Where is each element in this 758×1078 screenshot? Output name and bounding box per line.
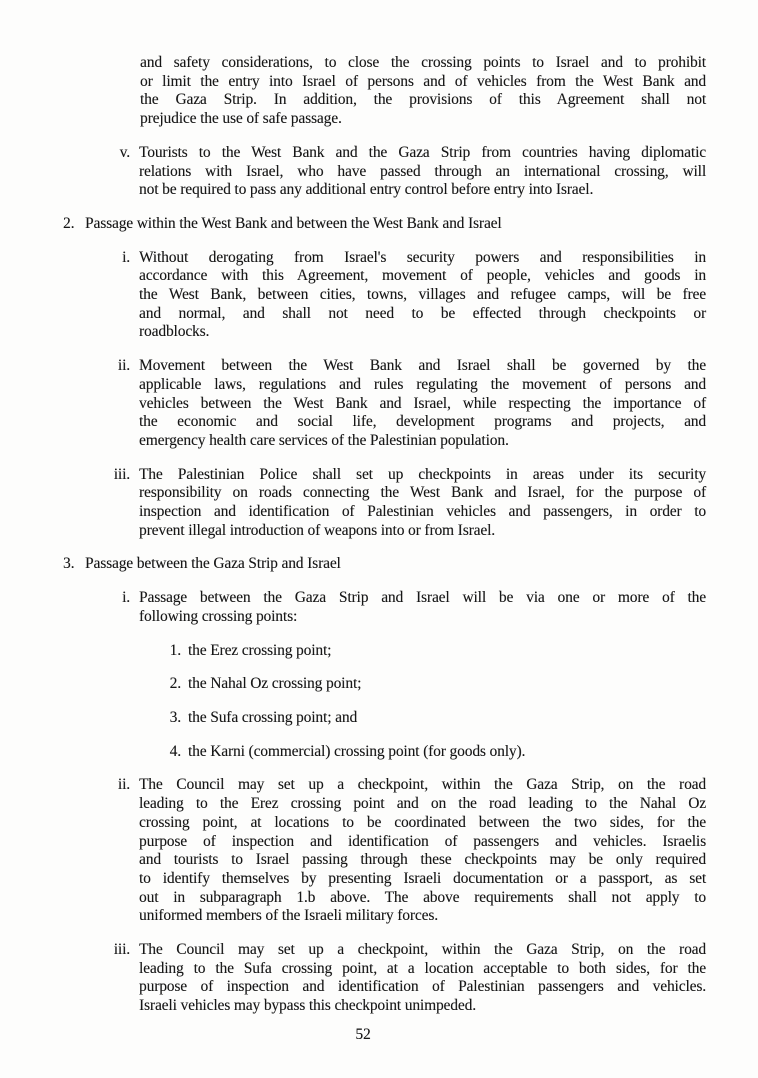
list-marker: 2. bbox=[169, 675, 181, 693]
list-marker: 4. bbox=[169, 742, 181, 760]
paragraph-line: Without derogating from Israel's security powers and responsibilities in bbox=[139, 248, 706, 266]
paragraph-line: the Erez crossing point; bbox=[188, 641, 332, 659]
heading-text: Passage between the Gaza Strip and Israel bbox=[85, 555, 341, 573]
section-heading bbox=[63, 215, 706, 234]
list-item bbox=[102, 357, 706, 451]
paragraph-line: prejudice the use of safe passage. bbox=[140, 110, 342, 128]
paragraph-line: purpose of inspection and identification of Palestinian passengers and vehicles. bbox=[139, 978, 706, 996]
paragraph-line: prevent illegal introduction of weapons into or from Israel. bbox=[139, 521, 496, 539]
sub-list-item bbox=[160, 642, 706, 661]
paragraph-text bbox=[188, 675, 706, 694]
list-marker: i. bbox=[122, 248, 130, 266]
paragraph-text bbox=[188, 642, 706, 661]
paragraph-line: responsibility on roads connecting the West Bank and Israel, for the purpose of bbox=[139, 484, 706, 502]
paragraph-line: and normal, and shall not need to be effected through checkpoints or bbox=[139, 304, 706, 322]
list-marker: 3. bbox=[63, 555, 75, 573]
paragraph-line: following crossing points: bbox=[139, 607, 298, 625]
paragraph-line: inspection and identification of Palestinian vehicles and passengers, in order to bbox=[139, 503, 706, 521]
paragraph-line: leading to the Sufa crossing point, at a location acceptable to both sides, for the bbox=[139, 959, 706, 977]
list-marker: ii. bbox=[117, 357, 130, 375]
paragraph-line: The Council may set up a checkpoint, within the Gaza Strip, on the road bbox=[139, 776, 706, 794]
list-item bbox=[102, 249, 706, 343]
paragraph-text bbox=[140, 54, 706, 129]
paragraph-text bbox=[139, 589, 706, 626]
continuation-paragraph bbox=[140, 54, 706, 129]
list-item bbox=[102, 776, 706, 926]
list-item bbox=[102, 941, 706, 1016]
list-marker: 3. bbox=[169, 708, 181, 726]
list-marker: iii. bbox=[113, 465, 130, 483]
paragraph-line: Movement between the West Bank and Israel shall be governed by the bbox=[139, 357, 706, 375]
paragraph-line: accordance with this Agreement, movement of people, vehicles and goods in bbox=[139, 267, 706, 285]
paragraph-line: crossing point, at locations to be coordinated between the two sides, for the bbox=[139, 813, 706, 831]
paragraph-text bbox=[139, 776, 706, 926]
sub-list-item bbox=[160, 743, 706, 762]
heading-text: Passage within the West Bank and between the West Bank and Israel bbox=[85, 214, 502, 232]
paragraph-text bbox=[139, 466, 706, 541]
paragraph-line: The Palestinian Police shall set up checkpoints in areas under its security bbox=[139, 465, 706, 483]
paragraph-text bbox=[139, 357, 706, 451]
paragraph-line: the Karni (commercial) crossing point (for goods only). bbox=[188, 742, 526, 760]
list-marker: 2. bbox=[63, 214, 75, 232]
paragraph-line: to identify themselves by presenting Israeli documentation or a passport, as set bbox=[139, 869, 706, 887]
list-marker: i. bbox=[122, 589, 130, 607]
paragraph-line: not be required to pass any additional entry control before entry into Israel. bbox=[139, 181, 594, 199]
paragraph-text bbox=[188, 743, 706, 762]
paragraph-line: out in subparagraph 1.b above. The above requirements shall not apply to bbox=[139, 888, 706, 906]
list-marker: 1. bbox=[169, 641, 181, 659]
paragraph-line: purpose of inspection and identification of passengers and vehicles. Israelis bbox=[139, 832, 706, 850]
paragraph-line: relations with Israel, who have passed through an international crossing, will bbox=[139, 162, 706, 180]
paragraph-text bbox=[139, 941, 706, 1016]
paragraph-line: uniformed members of the Israeli military forces. bbox=[139, 907, 438, 925]
paragraph-text bbox=[139, 144, 706, 200]
list-marker: ii. bbox=[117, 776, 130, 794]
paragraph-text bbox=[139, 249, 706, 343]
paragraph-line: the Sufa crossing point; and bbox=[188, 708, 358, 726]
paragraph-line: the West Bank, between cities, towns, villages and refugee camps, will be free bbox=[139, 286, 706, 304]
paragraph-line: leading to the Erez crossing point and on the road leading to the Nahal Oz bbox=[139, 795, 706, 813]
paragraph-text bbox=[85, 555, 706, 574]
paragraph-line: Israeli vehicles may bypass this checkpoint unimpeded. bbox=[139, 997, 476, 1015]
paragraph-line: applicable laws, regulations and rules regulating the movement of persons and bbox=[139, 375, 706, 393]
paragraph-line: emergency health care services of the Palestinian population. bbox=[139, 431, 509, 449]
paragraph-text bbox=[85, 215, 706, 234]
list-marker: v. bbox=[119, 143, 130, 161]
paragraph-line: the Gaza Strip. In addition, the provisions of this Agreement shall not bbox=[140, 91, 706, 109]
paragraph-line: and tourists to Israel passing through these checkpoints may be only required bbox=[139, 851, 706, 869]
paragraph-text bbox=[188, 709, 706, 728]
paragraph-line: The Council may set up a checkpoint, within the Gaza Strip, on the road bbox=[139, 941, 706, 959]
list-item bbox=[102, 589, 706, 626]
paragraph-line: roadblocks. bbox=[139, 323, 210, 341]
page-number: 52 bbox=[355, 1026, 371, 1043]
page-content bbox=[0, 54, 758, 1031]
paragraph-line: Tourists to the West Bank and the Gaza Strip from countries having diplomatic bbox=[139, 143, 706, 161]
list-marker: iii. bbox=[113, 941, 130, 959]
sub-list-item bbox=[160, 675, 706, 694]
paragraph-line: Passage between the Gaza Strip and Israel will be via one or more of the bbox=[139, 589, 706, 607]
paragraph-line: the economic and social life, development programs and projects, and bbox=[139, 413, 706, 431]
section-heading bbox=[63, 555, 706, 574]
sub-list-item bbox=[160, 709, 706, 728]
paragraph-line: the Nahal Oz crossing point; bbox=[188, 675, 362, 693]
list-item bbox=[102, 144, 706, 200]
paragraph-line: or limit the entry into Israel of persons and of vehicles from the West Bank and bbox=[140, 72, 706, 90]
list-item bbox=[102, 466, 706, 541]
paragraph-line: vehicles between the West Bank and Israel, while respecting the importance of bbox=[139, 394, 706, 412]
paragraph-line: and safety considerations, to close the crossing points to Israel and to prohibit bbox=[140, 54, 706, 71]
